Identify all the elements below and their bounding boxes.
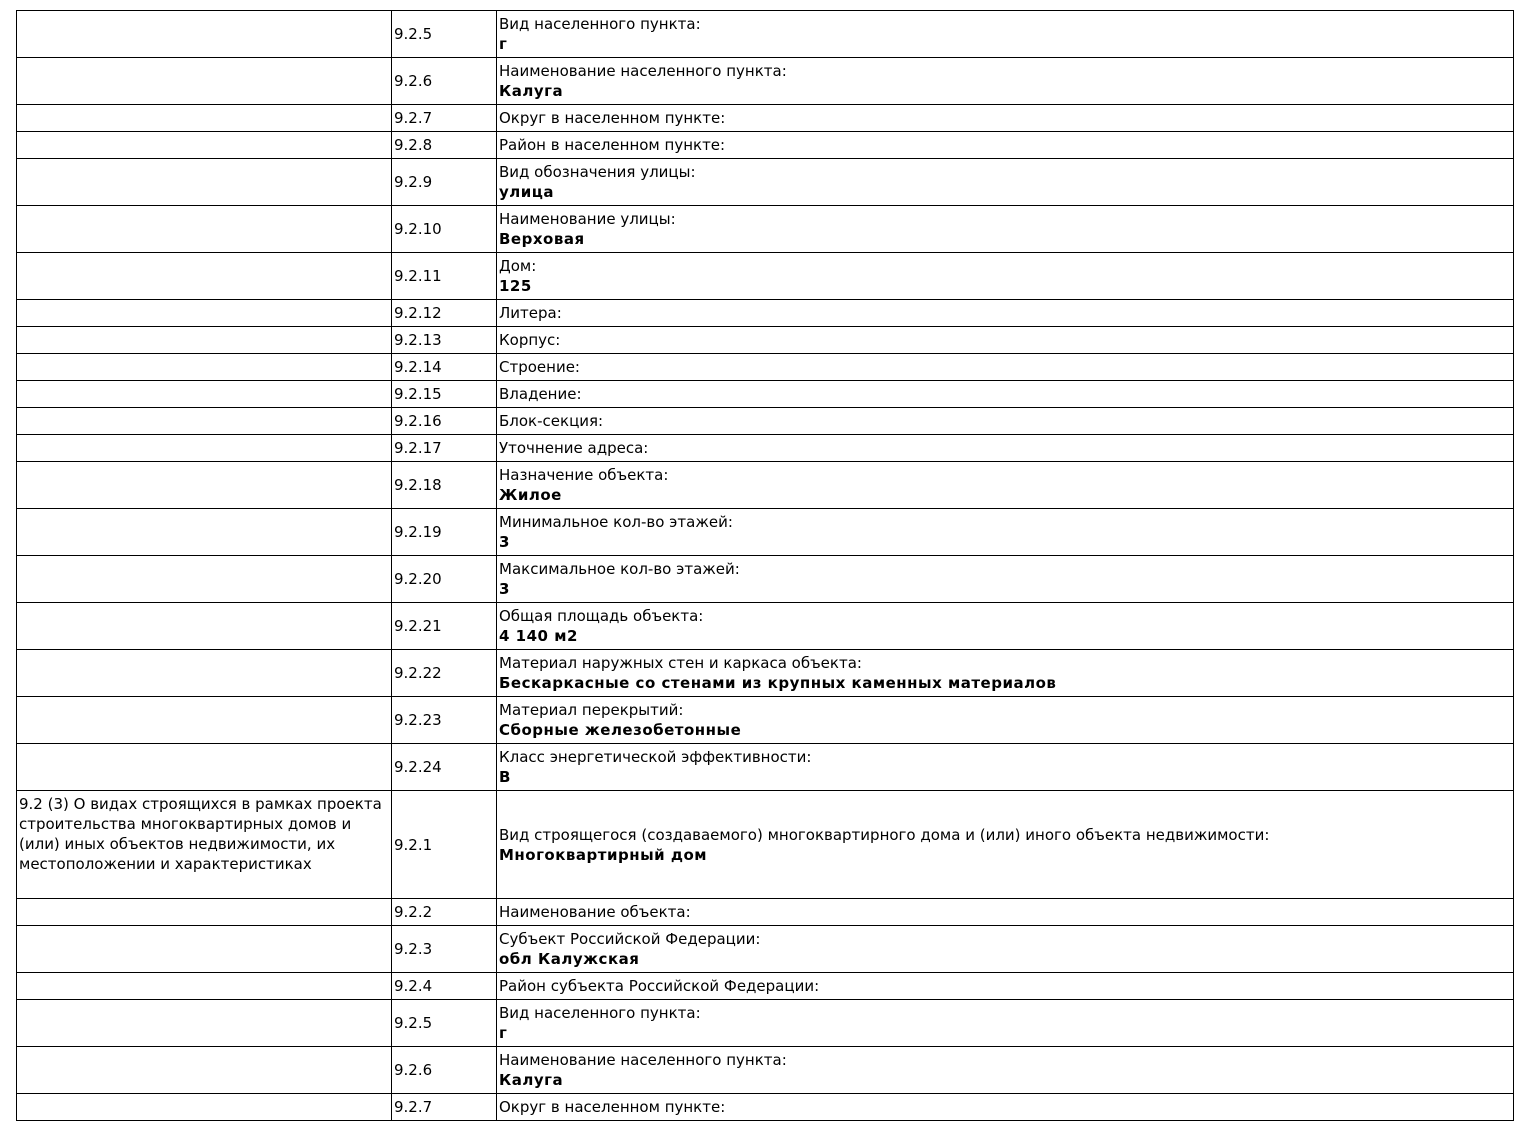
table-row xyxy=(17,603,1514,650)
item-cell xyxy=(497,509,1514,556)
item-label: Вид населенного пункта: xyxy=(499,1004,701,1022)
item-number: 9.2.15 xyxy=(392,381,497,408)
section-cell xyxy=(17,58,392,105)
item-label: Район в населенном пункте: xyxy=(499,136,726,154)
item-label: Наименование объекта: xyxy=(499,903,691,921)
section-cell xyxy=(17,300,392,327)
item-label: Владение: xyxy=(499,385,582,403)
item-value: Жилое xyxy=(499,486,562,504)
item-cell xyxy=(497,899,1514,926)
item-cell xyxy=(497,58,1514,105)
item-cell xyxy=(497,1000,1514,1047)
item-label: Субъект Российской Федерации: xyxy=(499,930,761,948)
section-cell xyxy=(17,408,392,435)
declaration-table xyxy=(16,10,1514,1121)
item-value: 4 140 м2 xyxy=(499,627,578,645)
item-label: Материал наружных стен и каркаса объекта: xyxy=(499,654,862,672)
section-cell xyxy=(17,327,392,354)
item-value: Сборные железобетонные xyxy=(499,721,742,739)
item-cell xyxy=(497,973,1514,1000)
table-row xyxy=(17,791,1514,899)
item-cell xyxy=(497,697,1514,744)
section-cell xyxy=(17,556,392,603)
item-cell xyxy=(497,435,1514,462)
table-row xyxy=(17,650,1514,697)
table-row xyxy=(17,744,1514,791)
section-cell xyxy=(17,1000,392,1047)
item-label: Уточнение адреса: xyxy=(499,439,649,457)
item-label: Общая площадь объекта: xyxy=(499,607,704,625)
section-cell xyxy=(17,381,392,408)
item-cell xyxy=(497,11,1514,58)
table-row xyxy=(17,159,1514,206)
table-row xyxy=(17,300,1514,327)
section-cell xyxy=(17,509,392,556)
section-title: 9.2 (3) О видах строящихся в рамках проекта строительства многоквартирных домов и (или) иных объектов недвижимости, их местоположении и характеристиках xyxy=(17,791,392,899)
item-cell xyxy=(497,603,1514,650)
table-row xyxy=(17,435,1514,462)
section-cell xyxy=(17,462,392,509)
item-label: Вид строящегося (создаваемого) многоквартирного дома и (или) иного объекта недвижимости: xyxy=(499,825,1270,844)
item-value: обл Калужская xyxy=(499,950,640,968)
item-number: 9.2.14 xyxy=(392,354,497,381)
item-number: 9.2.5 xyxy=(392,1000,497,1047)
section-cell xyxy=(17,253,392,300)
section-cell xyxy=(17,1047,392,1094)
section-cell xyxy=(17,899,392,926)
section-cell xyxy=(17,744,392,791)
item-label: Район субъекта Российской Федерации: xyxy=(499,977,820,995)
table-row xyxy=(17,105,1514,132)
table-row xyxy=(17,556,1514,603)
item-value: 125 xyxy=(499,277,532,295)
item-value: г xyxy=(499,1024,508,1042)
item-cell xyxy=(497,327,1514,354)
item-number: 9.2.16 xyxy=(392,408,497,435)
table-row xyxy=(17,253,1514,300)
item-number: 9.2.2 xyxy=(392,899,497,926)
item-number: 9.2.13 xyxy=(392,327,497,354)
item-number: 9.2.5 xyxy=(392,11,497,58)
table-row xyxy=(17,58,1514,105)
item-number: 9.2.20 xyxy=(392,556,497,603)
section-cell xyxy=(17,973,392,1000)
table-row xyxy=(17,1047,1514,1094)
item-cell xyxy=(497,408,1514,435)
item-label: Корпус: xyxy=(499,331,561,349)
item-number: 9.2.12 xyxy=(392,300,497,327)
declaration-table-body xyxy=(17,11,1514,1121)
section-cell xyxy=(17,650,392,697)
table-row xyxy=(17,327,1514,354)
item-value: Калуга xyxy=(499,1071,564,1089)
item-number: 9.2.11 xyxy=(392,253,497,300)
item-number: 9.2.4 xyxy=(392,973,497,1000)
item-number: 9.2.8 xyxy=(392,132,497,159)
table-row xyxy=(17,926,1514,973)
item-number: 9.2.19 xyxy=(392,509,497,556)
table-row xyxy=(17,1094,1514,1121)
item-cell xyxy=(497,462,1514,509)
section-cell xyxy=(17,354,392,381)
item-number: 9.2.6 xyxy=(392,58,497,105)
section-cell xyxy=(17,105,392,132)
item-label: Материал перекрытий: xyxy=(499,701,684,719)
item-label: Класс энергетической эффективности: xyxy=(499,748,812,766)
item-value: Верховая xyxy=(499,230,585,248)
item-number: 9.2.17 xyxy=(392,435,497,462)
table-row xyxy=(17,1000,1514,1047)
item-label: Вид населенного пункта: xyxy=(499,15,701,33)
table-row xyxy=(17,899,1514,926)
item-cell xyxy=(497,381,1514,408)
item-number: 9.2.23 xyxy=(392,697,497,744)
item-label: Округ в населенном пункте: xyxy=(499,1098,726,1116)
section-cell xyxy=(17,132,392,159)
item-value: 3 xyxy=(499,580,510,598)
item-value: улица xyxy=(499,183,555,201)
item-cell xyxy=(497,132,1514,159)
item-number: 9.2.9 xyxy=(392,159,497,206)
item-cell xyxy=(497,926,1514,973)
item-number: 9.2.24 xyxy=(392,744,497,791)
item-cell xyxy=(497,206,1514,253)
item-label: Округ в населенном пункте: xyxy=(499,109,726,127)
item-number: 9.2.7 xyxy=(392,1094,497,1121)
table-row xyxy=(17,354,1514,381)
item-number: 9.2.6 xyxy=(392,1047,497,1094)
item-label: Дом: xyxy=(499,257,537,275)
table-row xyxy=(17,697,1514,744)
item-label: Максимальное кол-во этажей: xyxy=(499,560,740,578)
item-value: Многоквартирный дом xyxy=(499,845,708,864)
item-label: Вид обозначения улицы: xyxy=(499,163,696,181)
item-label: Литера: xyxy=(499,304,562,322)
item-cell xyxy=(497,1094,1514,1121)
item-cell xyxy=(497,744,1514,791)
item-label: Минимальное кол-во этажей: xyxy=(499,513,733,531)
item-value: В xyxy=(499,768,511,786)
item-number: 9.2.3 xyxy=(392,926,497,973)
section-cell xyxy=(17,697,392,744)
item-number: 9.2.18 xyxy=(392,462,497,509)
item-label: Строение: xyxy=(499,358,580,376)
table-row xyxy=(17,408,1514,435)
item-cell xyxy=(497,159,1514,206)
item-label: Наименование населенного пункта: xyxy=(499,62,787,80)
section-cell xyxy=(17,435,392,462)
item-cell xyxy=(497,791,1514,899)
item-number: 9.2.1 xyxy=(392,791,497,899)
section-cell xyxy=(17,159,392,206)
item-cell xyxy=(497,354,1514,381)
item-cell xyxy=(497,300,1514,327)
section-cell xyxy=(17,11,392,58)
table-row xyxy=(17,973,1514,1000)
section-cell xyxy=(17,206,392,253)
section-cell xyxy=(17,603,392,650)
section-cell xyxy=(17,1094,392,1121)
item-label: Наименование улицы: xyxy=(499,210,676,228)
table-row xyxy=(17,132,1514,159)
table-row xyxy=(17,462,1514,509)
item-cell xyxy=(497,1047,1514,1094)
item-value: 3 xyxy=(499,533,510,551)
item-value: г xyxy=(499,35,508,53)
item-label: Блок-секция: xyxy=(499,412,604,430)
item-cell xyxy=(497,556,1514,603)
item-cell xyxy=(497,105,1514,132)
item-cell xyxy=(497,253,1514,300)
table-row xyxy=(17,11,1514,58)
item-number: 9.2.22 xyxy=(392,650,497,697)
item-value: Калуга xyxy=(499,82,564,100)
item-label: Назначение объекта: xyxy=(499,466,669,484)
item-number: 9.2.21 xyxy=(392,603,497,650)
item-number: 9.2.7 xyxy=(392,105,497,132)
item-value: Бескаркасные со стенами из крупных каменных материалов xyxy=(499,674,1057,692)
item-number: 9.2.10 xyxy=(392,206,497,253)
item-label: Наименование населенного пункта: xyxy=(499,1051,787,1069)
table-row xyxy=(17,381,1514,408)
item-cell xyxy=(497,650,1514,697)
table-row xyxy=(17,509,1514,556)
table-row xyxy=(17,206,1514,253)
section-cell xyxy=(17,926,392,973)
